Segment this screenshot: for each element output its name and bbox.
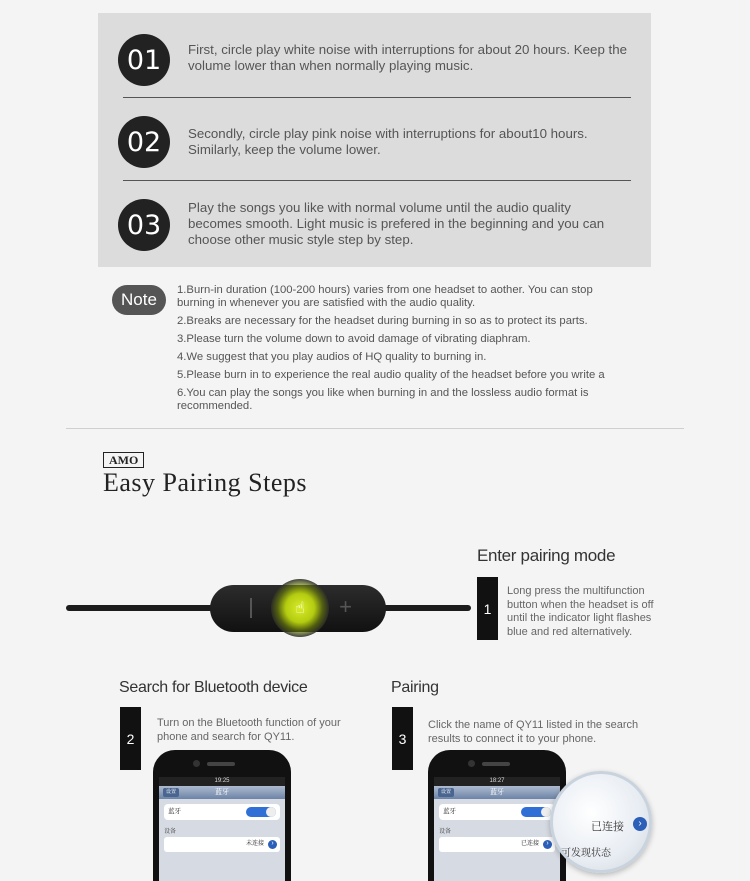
bluetooth-setting-row	[164, 804, 280, 820]
device-row[interactable]: 已连接 ›	[439, 837, 555, 852]
speaker-grille	[207, 762, 235, 766]
bluetooth-toggle[interactable]	[521, 807, 551, 817]
bluetooth-toggle[interactable]	[246, 807, 276, 817]
nav-bar	[434, 786, 560, 799]
divider	[123, 180, 631, 181]
discoverable-label: 可发现状态	[561, 848, 611, 859]
volume-up-icon: +	[339, 594, 352, 619]
phone-screen	[159, 777, 285, 881]
phone-pairing	[428, 750, 566, 881]
status-bar: 19:25	[159, 777, 285, 786]
step3-number: 3	[392, 707, 413, 770]
note-list	[177, 284, 627, 418]
bluetooth-label: 蓝牙	[443, 808, 456, 815]
note-item: 5.Please burn in to experience the real audio quality of the headset before you write a	[177, 369, 605, 381]
step3-title: Pairing	[391, 679, 439, 696]
device-row[interactable]: 未连接 ›	[164, 837, 280, 852]
step1-number: 1	[477, 577, 498, 640]
note-item: 3.Please turn the volume down to avoid damage of vibrating diaphram.	[177, 333, 531, 345]
phone-screen	[434, 777, 560, 881]
step-text: Secondly, circle play pink noise with interruptions for about10 hours. Similarly, keep the volume lower.	[188, 126, 588, 157]
note-item: 2.Breaks are necessary for the headset during burning in so as to protect its parts.	[177, 315, 588, 327]
step-number-circle: 03	[118, 199, 170, 251]
devices-label: 设备	[164, 829, 177, 835]
speaker-grille	[482, 762, 510, 766]
step2-title: Search for Bluetooth device	[119, 679, 308, 696]
bluetooth-label: 蓝牙	[168, 808, 181, 815]
chevron-right-icon[interactable]: ›	[633, 817, 647, 831]
multifunction-button[interactable]	[271, 579, 329, 637]
nav-title: 蓝牙	[490, 789, 504, 796]
note-badge: Note	[112, 285, 166, 315]
volume-down-icon	[250, 598, 252, 618]
step2-number: 2	[120, 707, 141, 770]
note-item: 4.We suggest that you play audios of HQ quality to burning in.	[177, 351, 487, 363]
nav-bar	[159, 786, 285, 799]
devices-label: 设备	[439, 829, 452, 835]
nav-title: 蓝牙	[215, 789, 229, 796]
inline-remote	[210, 585, 386, 632]
status-bar: 18:27	[434, 777, 560, 786]
phone-search	[153, 750, 291, 881]
step-text: Play the songs you like with normal volume until the audio quality becomes smooth. Light music is prefered in the beginning and you can choose other music style step by step.	[188, 200, 605, 247]
brand-label: AMO	[103, 452, 144, 468]
bluetooth-setting-row	[439, 804, 555, 820]
step3-description: Click the name of QY11 listed in the search results to connect it to your phone.	[428, 719, 639, 745]
section-title: Easy Pairing Steps	[103, 468, 307, 497]
camera-icon	[193, 760, 200, 767]
back-button[interactable]: 设置	[163, 788, 179, 797]
step-number-circle: 02	[118, 116, 170, 168]
note-item: 1.Burn-in duration (100-200 hours) varies from one headset to aother. You can stop burning in whenever you are satisfied with the audio quality.	[177, 284, 593, 309]
connected-status: 已连接	[591, 821, 624, 833]
magnifier-callout	[550, 771, 652, 873]
note-item: 6.You can play the songs you like when burning in and the lossless audio format is recommended.	[177, 387, 589, 412]
step1-title: Enter pairing mode	[477, 546, 616, 565]
section-divider	[66, 428, 684, 429]
back-button[interactable]: 设置	[438, 788, 454, 797]
divider	[123, 97, 631, 98]
step-text: First, circle play white noise with interruptions for about 20 hours. Keep the volume lower than when normally playing music.	[188, 42, 628, 73]
step2-description: Turn on the Bluetooth function of your phone and search for QY11.	[157, 717, 341, 743]
step1-description: Long press the multifunction button when the headset is off until the indicator light flashes blue and red alternatively.	[507, 585, 654, 638]
step-number-circle: 01	[118, 34, 170, 86]
camera-icon	[468, 760, 475, 767]
burn-in-steps-panel	[98, 13, 651, 267]
hand-pointer-icon: ☝	[295, 600, 305, 617]
